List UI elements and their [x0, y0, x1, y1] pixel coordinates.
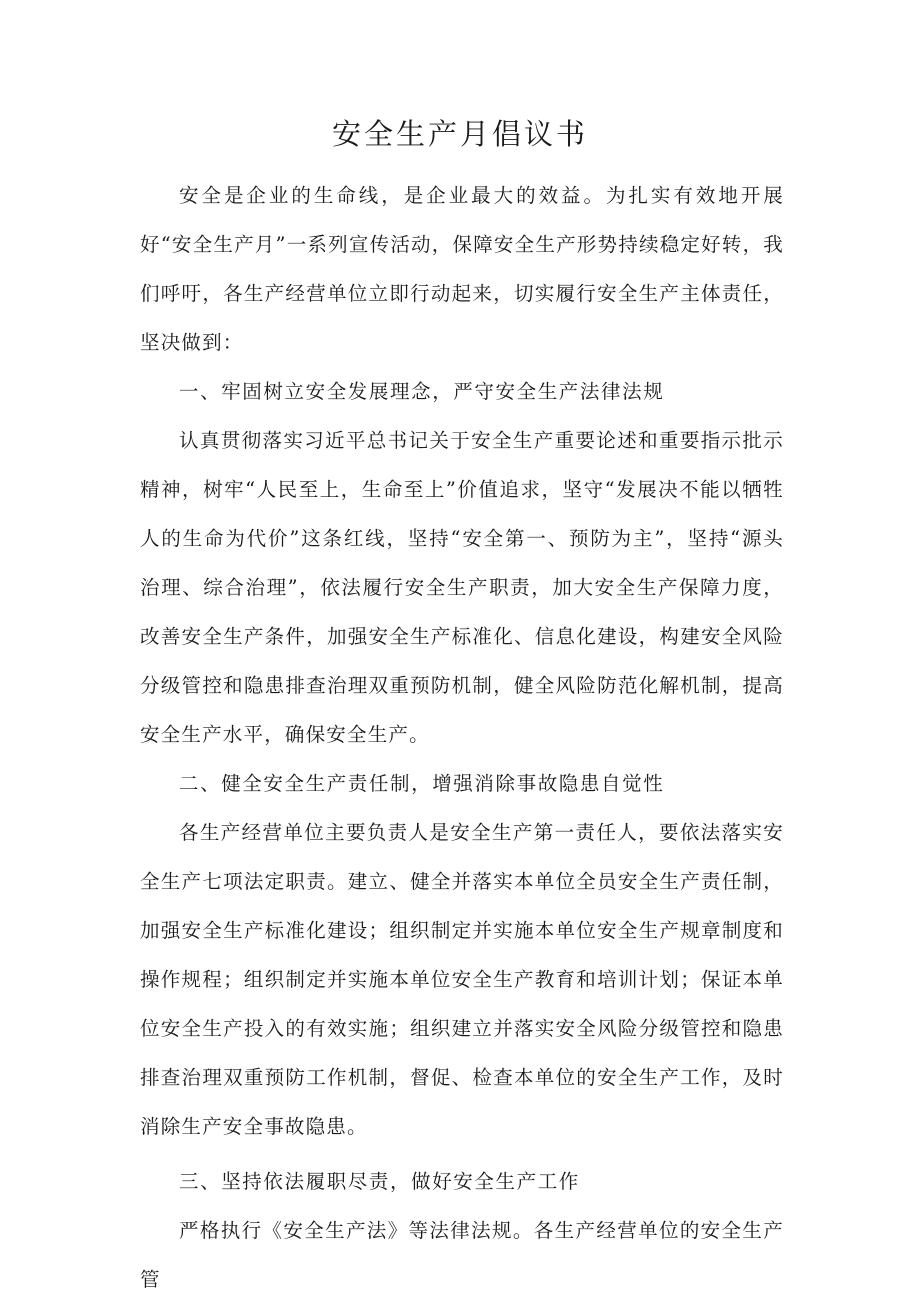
document-body	[140, 171, 784, 1304]
intro-paragraph: 安全是企业的生命线，是企业最大的效益。为扎实有效地开展好“安全生产月”一系列宣传活动，保障安全生产形势持续稳定好转，我们呼吁，各生产经营单位立即行动起来，切实履行安全生产主体责任，坚决做到：	[140, 184, 784, 354]
document-title: 安全生产月倡议书	[331, 117, 588, 151]
section-1-body: 认真贯彻落实习近平总书记关于安全生产重要论述和重要指示批示精神，树牢“人民至上，生命至上”价值追求，坚守“发展决不能以牺牲人的生命为代价”这条红线，坚持“安全第一、预防为主”，坚持“源头治理、综合治理”，依法履行安全生产职责，加大安全生产保障力度，改善安全生产条件，加强安全生产标准化、信息化建设，构建安全风险分级管控和隐患排查治理双重预防机制，健全风险防范化解机制，提高安全生产水平，确保安全生产。	[140, 429, 784, 746]
section-2-heading: 二、健全安全生产责任制，增强消除事故隐患自觉性	[179, 772, 665, 795]
section-2-body: 各生产经营单位主要负责人是安全生产第一责任人，要依法落实安全生产七项法定职责。建立、健全并落实本单位全员安全生产责任制，加强安全生产标准化建设；组织制定并实施本单位安全生产规章制度和操作规程；组织制定并实施本单位安全生产教育和培训计划；保证本单位安全生产投入的有效实施；组织建立并落实安全风险分级管控和隐患排查治理双重预防工作机制，督促、检查本单位的安全生产工作，及时消除生产安全事故隐患。	[140, 821, 784, 1138]
section-3-heading: 三、坚持依法履职尽责，做好安全生产工作	[179, 1170, 580, 1193]
section-3-body: 严格执行《安全生产法》等法律法规。各生产经营单位的安全生产管	[140, 1219, 784, 1291]
section-1-heading: 一、牢固树立安全发展理念，严守安全生产法律法规	[179, 380, 665, 403]
